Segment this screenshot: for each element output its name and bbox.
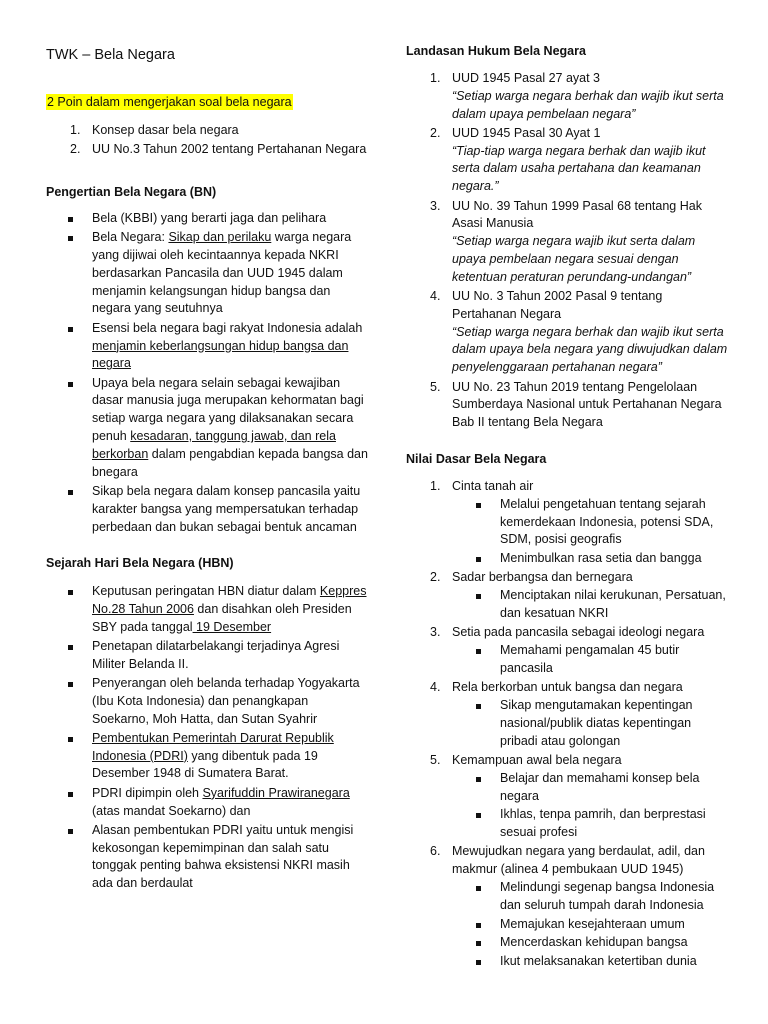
- landasan-list: [406, 70, 728, 433]
- item-number: 3.: [430, 198, 441, 213]
- section-heading-pengertian: Pengertian Bela Negara (BN): [46, 185, 217, 199]
- bullet-icon: [68, 590, 73, 595]
- bullet-icon: [476, 704, 481, 709]
- item-text: UU No. 23 Tahun 2019 tentang Pengelolaan Sumberdaya Nasional untuk Pertahanan Negara Bab II tentang Bela Negara: [452, 379, 722, 430]
- text-span: Keputusan peringatan HBN diatur dalam: [92, 584, 320, 598]
- list-item: [46, 375, 368, 482]
- sub-list-item: [452, 953, 728, 971]
- quote-text: “Setiap warga negara wajib ikut serta dalam upaya pembelaan negara sesuai dengan ketentuan peraturan perundang-undangan”: [452, 234, 696, 284]
- text-span: Sikap mengutamakan kepentingan nasional/publik diatas kepentingan pribadi atau golongan: [500, 698, 693, 748]
- sub-list: [452, 770, 728, 842]
- text-span: Penetapan dilatarbelakangi terjadinya Agresi Militer Belanda II.: [92, 638, 340, 671]
- section-heading-nilai: Nilai Dasar Bela Negara: [406, 452, 547, 466]
- text-span: Ikut melaksanakan ketertiban dunia: [500, 954, 697, 969]
- list-item: [46, 822, 368, 893]
- list-item: [46, 320, 368, 373]
- sub-list-item: [452, 587, 728, 623]
- list-item: [46, 210, 368, 228]
- list-item: [406, 624, 728, 677]
- list-item: [406, 198, 728, 287]
- text-span: dan disahkan oleh Presiden SBY pada tanggal: [92, 601, 352, 634]
- bullet-icon: [476, 594, 481, 599]
- bullet-icon: [68, 217, 73, 222]
- sub-list: [452, 587, 728, 623]
- underlined-text: Keppres No.28 Tahun 2006: [92, 584, 367, 616]
- nilai-list: [406, 478, 728, 973]
- quote-text: “Setiap warga negara berhak dan wajib ikut serta dalam upaya bela negara yang diwujudkan dalam penyelenggaraan pertahanan negara”: [452, 324, 728, 375]
- bullet-icon: [68, 490, 73, 495]
- item-text: UU No. 39 Tahun 1999 Pasal 68 tentang Hak Asasi Manusia: [452, 198, 702, 231]
- document-title: TWK – Bela Negara: [46, 47, 175, 63]
- list-item: [46, 229, 368, 318]
- quote-text: “Setiap warga negara berhak dan wajib ikut serta dalam upaya pembelaan negara”: [452, 88, 724, 121]
- list-item: [406, 125, 728, 196]
- item-number: 3.: [430, 625, 441, 640]
- sub-list-item: [452, 879, 728, 915]
- text-span: Ikhlas, tenpa pamrih, dan berprestasi sesuai profesi: [500, 807, 706, 840]
- list-item: [406, 379, 728, 432]
- sub-list-item: [452, 496, 728, 549]
- list-item: [46, 122, 368, 140]
- item-text: Konsep dasar bela negara: [92, 123, 239, 137]
- item-number: 5.: [430, 379, 441, 394]
- item-number: 2.: [70, 142, 81, 157]
- text-span: Melalui pengetahuan tentang sejarah kemerdekaan Indonesia, potensi SDA, SDM, posisi geografis: [500, 496, 714, 547]
- bullet-icon: [476, 960, 481, 965]
- underlined-text: menjamin keberlangsungan hidup bangsa dan negara: [92, 338, 349, 371]
- quote-text: “Tiap-tiap warga negara berhak dan wajib ikut serta dalam usaha pertahana dan keamanan negara.”: [452, 143, 706, 194]
- text-span: dalam pengabdian kepada bangsa dan bnegara: [92, 446, 368, 479]
- bullet-icon: [476, 813, 481, 818]
- list-item: [406, 288, 728, 377]
- list-item: [46, 730, 368, 783]
- item-text: Setia pada pancasila sebagai ideologi negara: [452, 625, 705, 640]
- sub-list-item: [452, 642, 728, 678]
- list-item: [46, 141, 368, 159]
- list-item: [406, 569, 728, 622]
- list-item: [46, 583, 368, 636]
- item-text: Sadar berbangsa dan bernegara: [452, 570, 633, 585]
- bullet-icon: [68, 792, 73, 797]
- underlined-text: Syarifuddin Prawiranegara: [202, 785, 350, 800]
- text-span: yang dibentuk pada 19 Desember 1948 di Sumatera Barat.: [92, 748, 318, 781]
- item-text: UUD 1945 Pasal 30 Ayat 1: [452, 125, 601, 140]
- bullet-icon: [68, 327, 73, 332]
- text-span: Mencerdaskan kehidupan bangsa: [500, 935, 688, 950]
- highlighted-note: 2 Poin dalam mengerjakan soal bela negara: [47, 95, 292, 109]
- text-span: Penyerangan oleh belanda terhadap Yogyakarta (Ibu Kota Indonesia) dan penangkapan Soekarno, Moh Hatta, dan Sutan Syahrir: [92, 675, 360, 726]
- list-item: [46, 483, 368, 536]
- item-text: Cinta tanah air: [452, 479, 534, 493]
- bullet-icon: [476, 503, 481, 508]
- list-item: [406, 843, 728, 971]
- bullet-icon: [68, 829, 73, 834]
- text-span: Bela (KBBI) yang berarti jaga dan pelihara: [92, 211, 327, 225]
- item-number: 4.: [430, 680, 441, 695]
- text-span: Bela Negara:: [92, 230, 169, 245]
- text-span: Esensi bela negara bagi rakyat Indonesia adalah: [92, 320, 363, 335]
- bullet-icon: [476, 886, 481, 891]
- list-item: [406, 70, 728, 123]
- text-span: (atas mandat Soekarno) dan: [92, 803, 251, 818]
- item-number: 5.: [430, 752, 441, 767]
- section-heading-landasan: Landasan Hukum Bela Negara: [406, 44, 586, 58]
- text-span: Alasan pembentukan PDRI yaitu untuk mengisi kekosongan kepemimpinan dan salah satu tonggak penting bahwa eksistensi NKRI masih ada dan berdaulat: [92, 822, 354, 891]
- text-span: Menimbulkan rasa setia dan bangga: [500, 551, 702, 566]
- item-number: 6.: [430, 844, 441, 859]
- bullet-icon: [68, 236, 73, 241]
- list-item: [46, 638, 368, 674]
- bullet-icon: [68, 645, 73, 650]
- sub-list-item: [452, 770, 728, 806]
- bullet-icon: [68, 382, 73, 387]
- item-text: Kemampuan awal bela negara: [452, 752, 622, 767]
- item-text: UU No.3 Tahun 2002 tentang Pertahanan Negara: [92, 142, 367, 157]
- bullet-icon: [68, 682, 73, 687]
- item-number: 4.: [430, 289, 441, 304]
- list-item: [46, 785, 368, 821]
- item-number: 2.: [430, 570, 441, 585]
- bullet-icon: [476, 923, 481, 928]
- bullet-icon: [68, 737, 73, 742]
- text-span: warga negara yang dijiwai oleh kecintaannya kepada NKRI berdasarkan Pancasila dan UUD 1945 dalam menjamin kelangsungan hidup bangsa dan negara yang seutuhnya: [92, 230, 352, 316]
- text-span: Memahami pengamalan 45 butir pancasila: [500, 643, 680, 675]
- item-text: Rela berkorban untuk bangsa dan negara: [452, 680, 683, 695]
- item-number: 2.: [430, 125, 441, 140]
- underlined-text: Pembentukan Pemerintah Darurat Republik Indonesia (PDRI): [92, 730, 334, 763]
- item-text: UUD 1945 Pasal 27 ayat 3: [452, 71, 601, 85]
- pengertian-list: [46, 210, 368, 538]
- item-text: Mewujudkan negara yang berdaulat, adil, dan makmur (alinea 4 pembukaan UUD 1945): [452, 844, 705, 877]
- text-span: Upaya bela negara selain sebagai kewajiban dasar manusia juga merupakan kehormatan bagi setiap warga negara yang dilaksanakan secara penuh: [92, 375, 364, 444]
- sub-list-item: [452, 916, 728, 934]
- sub-list: [452, 697, 728, 750]
- item-number: 1.: [430, 71, 441, 85]
- bullet-icon: [476, 777, 481, 782]
- item-number: 1.: [430, 479, 441, 493]
- sub-list: [452, 879, 728, 971]
- underlined-text: kesadaran, tanggung jawab, dan rela berkorban: [92, 429, 336, 461]
- list-item: [406, 679, 728, 750]
- sub-list-item: [452, 550, 728, 568]
- list-item: [406, 752, 728, 842]
- text-span: PDRI dipimpin oleh: [92, 785, 203, 800]
- text-span: Sikap bela negara dalam konsep pancasila yaitu karakter bangsa yang mempersatukan terhadap perbedaan dan bukan sebagai bentuk ancaman: [92, 483, 361, 534]
- item-number: 1.: [70, 123, 81, 137]
- bullet-icon: [476, 941, 481, 946]
- list-item: [406, 478, 728, 568]
- bullet-icon: [476, 649, 481, 654]
- item-text: UU No. 3 Tahun 2002 Pasal 9 tentang Pertahanan Negara: [452, 289, 663, 321]
- sejarah-list: [46, 583, 368, 895]
- text-span: Melindungi segenap bangsa Indonesia dan seluruh tumpah darah Indonesia: [500, 880, 715, 912]
- underlined-text: Sikap dan perilaku: [168, 230, 272, 245]
- sub-list-item: [452, 806, 728, 842]
- text-span: Menciptakan nilai kerukunan, Persatuan, dan kesatuan NKRI: [500, 588, 726, 621]
- underlined-text: 19 Desember: [192, 619, 272, 634]
- sub-list-item: [452, 934, 728, 952]
- sub-list: [452, 496, 728, 568]
- sub-list: [452, 642, 728, 678]
- sub-list-item: [452, 697, 728, 750]
- bullet-icon: [476, 557, 481, 562]
- list-item: [46, 675, 368, 728]
- text-span: Belajar dan memahami konsep bela negara: [500, 770, 700, 803]
- text-span: Memajukan kesejahteraan umum: [500, 916, 685, 931]
- section-heading-sejarah: Sejarah Hari Bela Negara (HBN): [46, 556, 234, 570]
- poin-list: [46, 122, 368, 161]
